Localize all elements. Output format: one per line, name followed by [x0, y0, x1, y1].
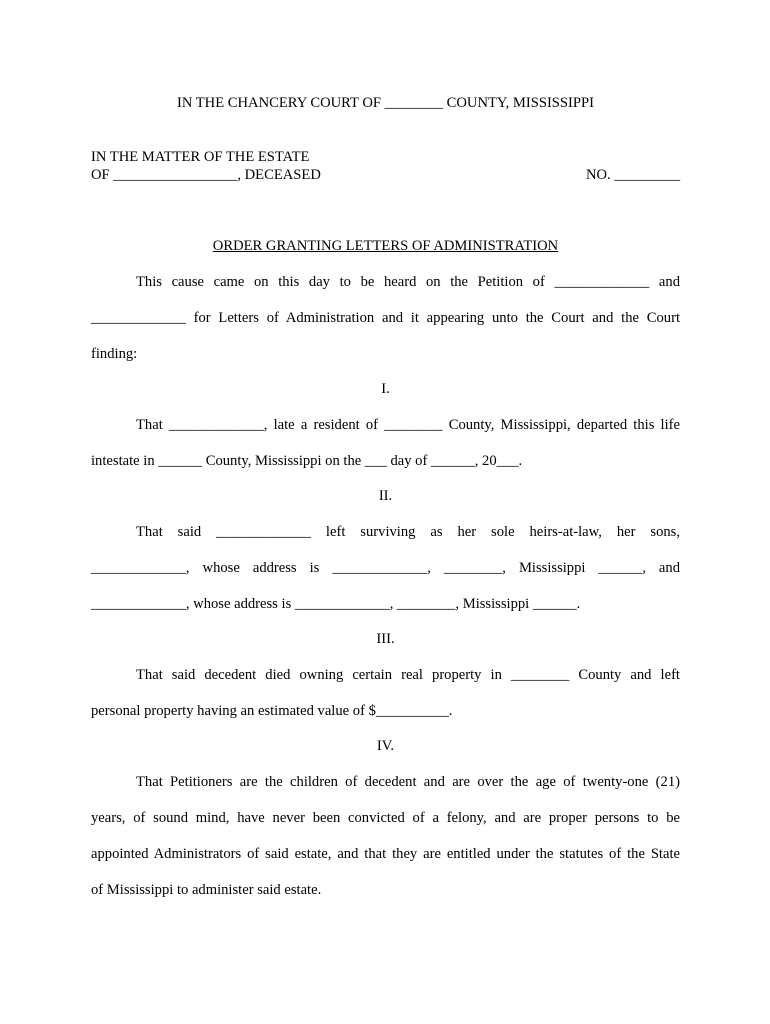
document-title: [91, 237, 680, 255]
section-4-line-2: years, of sound mind, have never been convicted of a felony, and are proper persons to be: [91, 810, 680, 826]
section-1-line-2: intestate in ______ County, Mississippi on the ___ day of ______, 20___.: [91, 453, 523, 469]
section-4-line-3: appointed Administrators of said estate, and that they are entitled under the statutes of the State: [91, 846, 680, 862]
intro-line-3: finding:: [91, 346, 138, 362]
court-heading: IN THE CHANCERY COURT OF ________ COUNTY, MISSISSIPPI: [176, 95, 594, 111]
section-numeral-4: IV.: [376, 738, 395, 754]
section-4-line-4: of Mississippi to administer said estate.: [91, 882, 322, 898]
case-number: NO. _________: [585, 167, 680, 183]
section-numeral-2: II.: [378, 488, 393, 504]
section-4-line-1: That Petitioners are the children of decedent and are over the age of twenty-one (21): [136, 774, 680, 790]
section-2-line-2: _____________, whose address is _____________, ________, Mississippi ______, and: [91, 560, 680, 576]
section-3-line-2: personal property having an estimated value of $__________.: [91, 703, 453, 719]
section-2-line-1: That said _____________ left surviving as her sole heirs-at-law, her sons,: [136, 524, 680, 540]
section-numeral-3: III.: [376, 631, 395, 647]
estate-matter-line-2: OF _________________, DECEASED: [91, 167, 321, 183]
intro-line-2: _____________ for Letters of Administration and it appearing unto the Court and the Court: [91, 310, 680, 326]
section-1-line-1: That _____________, late a resident of ________ County, Mississippi, departed this life: [136, 417, 680, 433]
document-title-text: ORDER GRANTING LETTERS OF ADMINISTRATION: [212, 238, 559, 254]
section-2-line-3: _____________, whose address is _____________, ________, Mississippi ______.: [91, 596, 581, 612]
estate-matter-line-1: IN THE MATTER OF THE ESTATE: [91, 149, 310, 165]
intro-line-1: This cause came on this day to be heard on the Petition of _____________ and: [136, 274, 680, 290]
section-3-line-1: That said decedent died owning certain real property in ________ County and left: [136, 667, 680, 683]
section-numeral-1: I.: [381, 381, 390, 397]
